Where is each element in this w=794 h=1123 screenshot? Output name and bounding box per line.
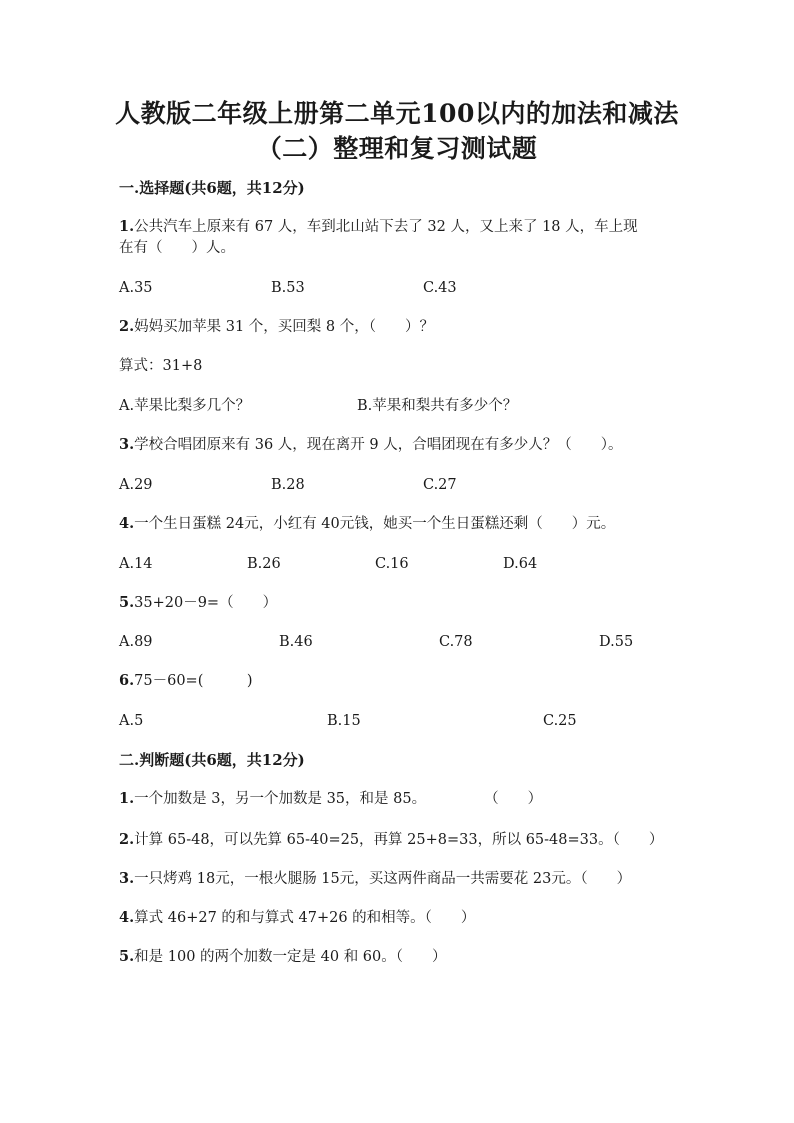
question-number: 6. [119, 672, 135, 689]
judgement-5 [119, 947, 447, 967]
question-text: 算式 46+27 的和与算式 47+26 的和相等。（ ） [134, 910, 476, 926]
judgement-3 [119, 869, 631, 889]
option-b: B.15 [327, 713, 361, 729]
option-b: B.28 [271, 477, 305, 493]
question-number: 2. [119, 318, 135, 335]
option-a: A.14 [119, 556, 153, 572]
option-c: C.78 [439, 634, 473, 650]
question-4 [119, 514, 615, 534]
question-number: 3. [119, 436, 135, 453]
question-text: 妈妈买加苹果 31 个，买回梨 8 个，（ ）？ [134, 319, 435, 335]
judgement-4 [119, 908, 475, 928]
question-text: 学校合唱团原来有 36 人，现在离开 9 人，合唱团现在有多少人？（ ）。 [134, 437, 623, 453]
option-b: B.46 [279, 634, 313, 650]
page-title-line-1: 人教版二年级上册第二单元100以内的加法和减法 [115, 99, 679, 128]
option-a: A.29 [119, 477, 153, 493]
question-text: 一只烤鸡 18元，一根火腿肠 15元，买这两件商品一共需要花 23元。（ ） [134, 871, 632, 887]
question-text: 公共汽车上原来有 67 人，车到北山站下去了 32 人，又上来了 18 人，车上现 [134, 219, 638, 235]
option-b: B.26 [247, 556, 281, 572]
option-d: D.55 [599, 634, 634, 650]
section-heading-choice: 一.选择题(共6题，共12分) [119, 179, 305, 197]
question-number: 1. [119, 218, 135, 235]
question-5 [119, 593, 277, 613]
question-2-formula: 算式：31+8 [119, 358, 203, 374]
option-a: A.苹果比梨多几个？ [119, 398, 251, 414]
question-number: 1. [119, 790, 135, 807]
question-text: 一个加数是 3，另一个加数是 35，和是 85。 （ ） [134, 791, 543, 807]
question-3 [119, 435, 623, 455]
option-c: C.27 [423, 477, 457, 493]
question-number: 3. [119, 870, 135, 887]
option-b: B.苹果和梨共有多少个？ [357, 398, 518, 414]
question-text: 35+20－9=（ ） [134, 595, 278, 611]
option-a: A.35 [119, 280, 153, 296]
question-number: 4. [119, 515, 135, 532]
question-text: 75－60=( ) [134, 673, 253, 689]
option-c: C.43 [423, 280, 457, 296]
question-number: 4. [119, 909, 135, 926]
option-d: D.64 [503, 556, 538, 572]
question-text: 一个生日蛋糕 24元，小红有 40元钱，她买一个生日蛋糕还剩（ ）元。 [134, 516, 616, 532]
option-a: A.5 [119, 713, 144, 729]
question-6 [119, 671, 253, 691]
page-title-line-2: （二）整理和复习测试题 [256, 134, 538, 163]
question-text: 和是 100 的两个加数一定是 40 和 60。（ ） [134, 949, 447, 965]
question-number: 5. [119, 594, 135, 611]
question-number: 2. [119, 831, 135, 848]
option-c: C.25 [543, 713, 577, 729]
section-heading-judgement: 二.判断题(共6题，共12分) [119, 751, 305, 769]
question-number: 5. [119, 948, 135, 965]
option-a: A.89 [119, 634, 153, 650]
question-1 [119, 217, 638, 237]
question-text: 计算 65-48，可以先算 65-40=25，再算 25+8=33，所以 65-48=33。（ ） [134, 832, 664, 848]
option-c: C.16 [375, 556, 409, 572]
judgement-1 [119, 789, 542, 809]
judgement-2 [119, 830, 663, 850]
option-b: B.53 [271, 280, 305, 296]
question-2 [119, 317, 434, 337]
question-1-line-2: 在有（ ）人。 [119, 240, 235, 256]
